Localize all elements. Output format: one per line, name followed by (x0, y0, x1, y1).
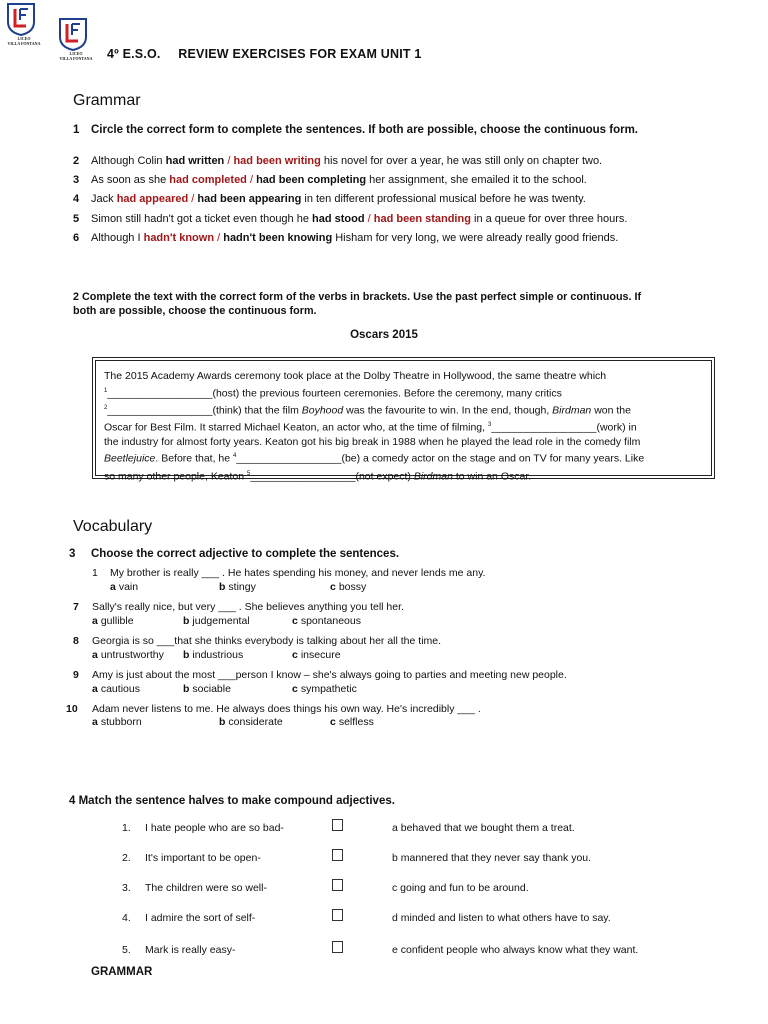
answer-option-a[interactable] (92, 683, 140, 695)
option-text: judgemental (192, 615, 250, 627)
option-a[interactable]: hadn't known (143, 232, 215, 244)
option-separator: / (364, 213, 374, 225)
sentence-text: Hisham for very long, we were already really good friends. (332, 232, 619, 244)
text-subtitle: Oscars 2015 (350, 329, 418, 341)
text-line (104, 418, 703, 435)
match-left-half: It's important to be open- (145, 852, 261, 864)
instruction-text: Choose the correct adjective to complete the sentences. (91, 548, 400, 560)
option-separator: / (188, 193, 198, 205)
option-letter: a (92, 615, 98, 627)
logo-caption-1: LICEO (17, 36, 31, 41)
answer-option-b[interactable] (219, 581, 256, 593)
option-text: sympathetic (300, 683, 357, 695)
option-text: considerate (228, 716, 283, 728)
option-text: stingy (228, 581, 256, 593)
question-number: 10 (66, 703, 78, 715)
exercise-2-instruction (73, 291, 641, 318)
question-number: 8 (73, 635, 79, 647)
film-title: Birdman (413, 470, 453, 483)
exercise-number: 1 (73, 124, 80, 136)
question-text: Sally's really nice, but very ___ . She believes anything you tell her. (92, 601, 404, 613)
question-text: Georgia is so ___that she thinks everybody is talking about her all the time. (92, 635, 442, 647)
gap-number: 5 (247, 470, 251, 477)
option-separator: / (214, 232, 224, 244)
shield-icon (6, 2, 36, 36)
option-a[interactable]: had stood (312, 213, 365, 225)
sentence-number: 6 (73, 232, 80, 244)
answer-checkbox[interactable] (332, 941, 343, 953)
option-text: stubborn (100, 716, 142, 728)
sentence-text: her assignment, she emailed it to the school. (366, 174, 587, 186)
option-separator: / (246, 174, 257, 186)
answer-option-a[interactable] (92, 716, 142, 728)
question-number: 9 (73, 669, 79, 681)
answer-option-a[interactable] (92, 615, 134, 627)
option-letter: b (183, 649, 190, 661)
reading-text-box (92, 357, 715, 483)
exercise-4-instruction: 4 Match the sentence halves to make compound adjectives. (69, 795, 395, 807)
option-text: industrious (192, 649, 244, 661)
answer-option-a[interactable] (92, 649, 164, 661)
option-letter: a (92, 683, 98, 695)
gap-text[interactable]: __________________(work) in (491, 421, 637, 434)
question-text: My brother is really ___ . He hates spending his money, and never lends me any. (110, 567, 486, 579)
instruction-line-2: both are possible, choose the continuous form. (73, 304, 317, 317)
option-text: gullible (100, 615, 134, 627)
sentence-text: Although I (91, 232, 144, 244)
logo-caption-2: VILLA FONTANA (7, 41, 41, 46)
question-text: Amy is just about the most ___person I know – she's always going to parties and meeting new people. (92, 669, 567, 681)
text-span: to win an Oscar. (452, 470, 532, 483)
match-number: 2. (122, 852, 131, 864)
option-letter: c (292, 649, 298, 661)
answer-checkbox[interactable] (332, 879, 343, 891)
option-b[interactable]: hadn't been knowing (223, 232, 333, 244)
answer-option-c[interactable] (292, 649, 341, 661)
sentence-row (73, 232, 618, 244)
option-text: bossy (338, 581, 367, 593)
match-right-half: e confident people who always know what they want. (392, 944, 639, 956)
option-text: vain (118, 581, 139, 593)
match-right-half: a behaved that we bought them a treat. (392, 822, 575, 834)
match-number: 3. (122, 882, 131, 894)
gap-number: 2 (104, 404, 108, 411)
sentence-text: Jack (91, 193, 117, 205)
sentence-row (73, 193, 586, 205)
sentence-number: 2 (73, 155, 80, 167)
sentence-text: Although Colin (91, 155, 166, 167)
document-header (107, 47, 436, 61)
answer-option-c[interactable] (330, 716, 374, 728)
match-number: 1. (122, 822, 131, 834)
answer-option-b[interactable] (219, 716, 283, 728)
text-span: Oscar for Best Film. It starred Michael Keaton, an actor who, at the time of filming, (104, 421, 488, 434)
sentence-row (73, 174, 587, 186)
option-letter: b (183, 683, 190, 695)
sentence-text: As soon as she (91, 174, 170, 186)
option-letter: c (292, 615, 298, 627)
match-left-half: Mark is really easy- (145, 944, 236, 956)
gap-text[interactable]: __________________(think) that the film (107, 404, 302, 417)
option-letter: a (110, 581, 116, 593)
match-left-half: I hate people who are so bad- (145, 822, 284, 834)
option-b[interactable]: had been writing (233, 155, 321, 167)
shield-icon (58, 17, 88, 51)
sentence-row (73, 213, 627, 225)
match-right-half: b mannered that they never say thank you. (392, 852, 592, 864)
exercise-1-instruction (73, 124, 683, 137)
option-letter: c (330, 581, 336, 593)
reading-text (95, 360, 712, 483)
gap-number: 4 (233, 453, 237, 460)
text-span: was the favourite to win. In the end, though, (343, 404, 553, 417)
option-text: spontaneous (300, 615, 361, 627)
grammar-heading: Grammar (73, 92, 141, 109)
option-letter: c (330, 716, 336, 728)
instruction-text: Circle the correct form to complete the sentences. If both are possible, choose the continuous form. (91, 124, 638, 136)
answer-option-c[interactable] (330, 581, 366, 593)
text-span: so many other people, Keaton (104, 470, 248, 483)
exercise-number: 3 (69, 548, 76, 560)
film-title: Boyhood (301, 404, 344, 417)
option-letter: c (292, 683, 298, 695)
answer-option-b[interactable] (183, 615, 250, 627)
logo-caption-1: LICEO (69, 51, 83, 56)
text-span: won the (591, 404, 631, 417)
option-a[interactable]: had appeared (116, 193, 189, 205)
text-line (104, 401, 703, 418)
text-line: the industry for almost forty years. Keaton got his big break in 1988 when he played the lead role in the comedy film (104, 435, 641, 448)
sentence-number: 4 (73, 193, 80, 205)
sentence-text: Simon still hadn't got a ticket even though he (91, 213, 313, 225)
option-b[interactable]: had been completing (256, 174, 367, 186)
option-text: insecure (300, 649, 341, 661)
sentence-text: his novel for over a year, he was still only on chapter two. (320, 155, 603, 167)
answer-option-c[interactable] (292, 615, 361, 627)
sentence-text: in a queue for over three hours. (470, 213, 628, 225)
match-left-half: The children were so well- (145, 882, 267, 894)
sentence-text: in ten different professional musical before he was twenty. (301, 193, 586, 205)
gap-number: 3 (487, 421, 492, 428)
text-line: The 2015 Academy Awards ceremony took place at the Dolby Theatre in Hollywood, the same theatre which (104, 370, 607, 382)
school-logo-right (58, 17, 94, 61)
logo-caption-2: VILLA FONTANA (59, 56, 93, 61)
film-title: Beetlejuice (104, 452, 156, 465)
option-text: untrustworthy (100, 649, 164, 661)
answer-checkbox[interactable] (332, 819, 343, 831)
option-text: sociable (192, 683, 231, 695)
answer-option-b[interactable] (183, 683, 231, 695)
question-text: Adam never listens to me. He always does things his own way. He's incredibly ___ . (92, 703, 481, 715)
sentence-number: 3 (73, 174, 80, 186)
match-number: 4. (122, 912, 131, 924)
course-label: 4º E.S.O. (107, 47, 161, 61)
answer-option-c[interactable] (292, 683, 357, 695)
text-line (104, 467, 703, 484)
text-span: . Before that, he (155, 452, 234, 465)
gap-text[interactable]: __________________(be) a comedy actor on the stage and on TV for many years. Like (236, 452, 645, 465)
instruction-line-1: 2 Complete the text with the correct form of the verbs in brackets. Use the past perfect simple or continuous. If (73, 291, 642, 303)
answer-checkbox[interactable] (332, 849, 343, 861)
option-b[interactable]: had been standing (373, 213, 471, 225)
sentence-row (73, 155, 602, 167)
gap-text[interactable]: __________________(host) the previous fourteen ceremonies. Before the ceremony, many critics (107, 387, 562, 400)
match-right-half: d minded and listen to what others have to say. (392, 912, 611, 924)
vocabulary-heading: Vocabulary (73, 518, 153, 535)
film-title: Birdman (552, 404, 592, 417)
match-right-half: c going and fun to be around. (392, 882, 529, 894)
question-number: 1 (92, 567, 98, 579)
sentence-number: 5 (73, 213, 80, 225)
option-letter: b (219, 581, 226, 593)
match-left-half: I admire the sort of self- (145, 912, 256, 924)
option-letter: a (92, 716, 98, 728)
gap-number: 1 (104, 387, 108, 394)
option-letter: b (183, 615, 190, 627)
document-title: REVIEW EXERCISES FOR EXAM UNIT 1 (178, 47, 422, 61)
option-text: cautious (100, 683, 140, 695)
option-text: selfless (338, 716, 374, 728)
option-b[interactable]: had been appearing (197, 193, 302, 205)
option-letter: a (92, 649, 98, 661)
option-separator: / (224, 155, 234, 167)
option-letter: b (219, 716, 226, 728)
text-line (104, 449, 703, 466)
gap-text[interactable]: __________________(not expect) (250, 470, 414, 483)
option-a[interactable]: had completed (169, 174, 247, 186)
answer-option-b[interactable] (183, 649, 243, 661)
text-line (104, 384, 703, 401)
question-number: 7 (73, 601, 79, 613)
exercise-3-instruction (69, 548, 399, 560)
option-a[interactable]: had written (165, 155, 225, 167)
answer-checkbox[interactable] (332, 909, 343, 921)
school-logo-left (6, 2, 42, 46)
match-number: 5. (122, 944, 131, 956)
answer-option-a[interactable] (110, 581, 138, 593)
footer-heading: GRAMMAR (91, 966, 153, 978)
